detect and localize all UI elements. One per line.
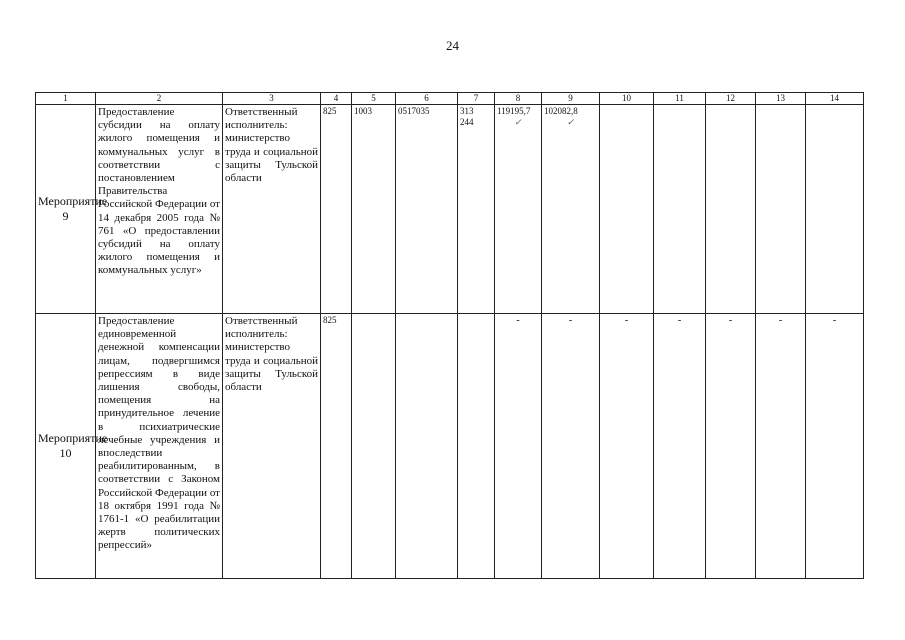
cell-col13 bbox=[756, 105, 806, 314]
checkmark-icon: ✓ bbox=[514, 117, 522, 127]
cell-col14: - bbox=[806, 314, 864, 579]
page-number: 24 bbox=[446, 38, 459, 53]
header-cell: 6 bbox=[396, 93, 458, 105]
cell-col8: - bbox=[495, 314, 542, 579]
cell-col4: 825 bbox=[321, 105, 352, 314]
cell-col12 bbox=[706, 105, 756, 314]
header-cell: 10 bbox=[600, 93, 654, 105]
cell-col7 bbox=[458, 314, 495, 579]
activity-label: Мероприятие 10 bbox=[36, 314, 96, 579]
table-row bbox=[36, 105, 864, 314]
cell-col5 bbox=[352, 314, 396, 579]
header-cell: 4 bbox=[321, 93, 352, 105]
header-cell: 11 bbox=[654, 93, 706, 105]
cell-col8-value: 119195,7 bbox=[497, 106, 531, 116]
cell-col7-line2: 244 bbox=[460, 117, 474, 127]
header-cell: 7 bbox=[458, 93, 495, 105]
cell-col9-value: 102082,8 bbox=[544, 106, 578, 116]
cell-col7-line1: 313 bbox=[460, 106, 474, 116]
header-cell: 8 bbox=[495, 93, 542, 105]
cell-col6: 0517035 bbox=[396, 105, 458, 314]
cell-col10 bbox=[600, 105, 654, 314]
cell-col6 bbox=[396, 314, 458, 579]
header-cell: 2 bbox=[96, 93, 223, 105]
cell-col9: - bbox=[542, 314, 600, 579]
header-cell: 1 bbox=[36, 93, 96, 105]
header-cell: 3 bbox=[223, 93, 321, 105]
activity-executor: Ответственный исполнитель: министерство труда и социальной защиты Тульской области bbox=[223, 314, 321, 579]
header-cell: 14 bbox=[806, 93, 864, 105]
checkmark-icon: ✓ bbox=[566, 117, 575, 127]
activity-description: Предоставление субсидии на оплату жилого помещения и коммунальных услуг в соответствии с постановлением Правительства Российской Федерации от 14 декабря 2005 года № 761 «О предоставлении субсидий на оплату жилого помещения и коммунальных услуг» bbox=[96, 105, 223, 314]
cell-col11 bbox=[654, 105, 706, 314]
header-cell: 13 bbox=[756, 93, 806, 105]
cell-col11: - bbox=[654, 314, 706, 579]
header-row bbox=[36, 93, 864, 105]
cell-col7 bbox=[458, 105, 495, 314]
cell-col9 bbox=[542, 105, 600, 314]
cell-col4: 825 bbox=[321, 314, 352, 579]
table-row bbox=[36, 314, 864, 579]
activity-label: Мероприятие 9 bbox=[36, 105, 96, 314]
header-cell: 9 bbox=[542, 93, 600, 105]
program-table bbox=[35, 92, 864, 579]
cell-col5: 1003 bbox=[352, 105, 396, 314]
cell-col8 bbox=[495, 105, 542, 314]
cell-col14 bbox=[806, 105, 864, 314]
header-cell: 5 bbox=[352, 93, 396, 105]
activity-executor: Ответственный исполнитель: министерство труда и социальной защиты Тульской области bbox=[223, 105, 321, 314]
cell-col13: - bbox=[756, 314, 806, 579]
cell-col10: - bbox=[600, 314, 654, 579]
header-cell: 12 bbox=[706, 93, 756, 105]
activity-description: Предоставление единовременной денежной компенсации лицам, подвергшимся репрессиям в виде лишения свободы, помещения на принудительное лечение в психиатрические лечебные учреждения и впоследствии реабилитированным, в соответствии с Законом Российской Федерации от 18 октября 1991 года № 1761-1 «О реабилитации жертв политических репрессий» bbox=[96, 314, 223, 579]
cell-col12: - bbox=[706, 314, 756, 579]
